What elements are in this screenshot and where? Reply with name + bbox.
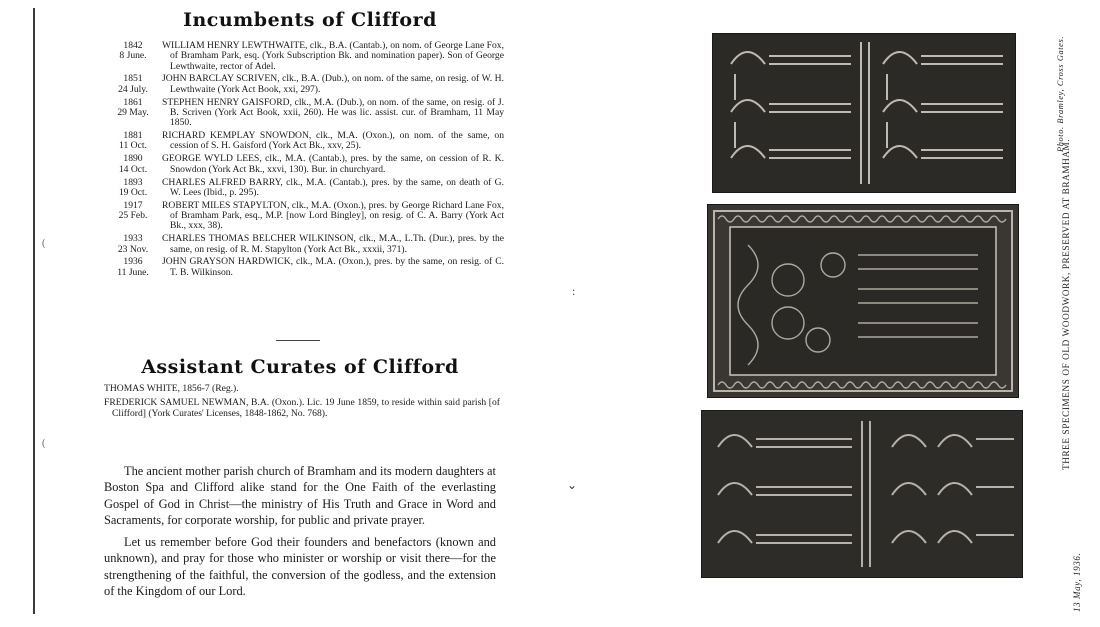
incumbent-year: 1851 [123, 73, 143, 85]
woodwork-carving-bottom [702, 411, 1022, 577]
curate-entry: FREDERICK SAMUEL NEWMAN, B.A. (Oxon.). Lic. 19 June 1859, to reside within said parish [of Clifford] (York Curates' Licenses, 1848-1862, No. 768). [104, 397, 500, 419]
incumbent-entry [104, 98, 504, 129]
incumbent-day: 11 June. [117, 266, 149, 278]
paragraph: Let us remember before God their founders and benefactors (known and unknown), and pray for those who minister or worship or visit there—for the strengthening of the faithful, the conversion of the godless, and the extension of the Kingdom of our Lord. [104, 535, 496, 599]
incumbent-year: 1842 [123, 40, 143, 51]
photo-date: 13 May, 1936. [1072, 552, 1082, 612]
incumbent-text: JOHN BARCLAY SCRIVEN, clk., B.A. (Dub.), on nom. of the same, on resig. of W. H. Lewthwaite (York Act Book, xxi, 297). [162, 73, 504, 95]
incumbent-entry [104, 74, 504, 95]
incumbent-year: 1917 [123, 199, 143, 211]
incumbent-text: ROBERT MILES STAPYLTON, clk., M.A. (Oxon.), pres. by George Richard Lane Fox, of Bramham Park, esq., M.P. [now Lord Bingley], on resig. of C. A. Barry (York Act Bk., xxx, 38). [162, 199, 504, 232]
incumbent-text: STEPHEN HENRY GAISFORD, clk., M.A. (Dub.), on nom. of the same, on resig. of J. B. Scriven (York Act Book, xxii, 260). He was lic. assist. cur. of Bramham, 11 May 1850. [162, 96, 504, 129]
woodwork-carving-top [713, 34, 1015, 192]
incumbent-text: GEORGE WYLD LEES, clk., M.A. (Cantab.), pres. by the same, on cession of R. K. Snowdon (York Act Bk., xxvi, 130). Bur. in churchyard. [162, 153, 504, 175]
incumbent-date [104, 154, 162, 175]
incumbent-day: 14 Oct. [118, 163, 148, 175]
incumbent-day: 24 July. [118, 83, 148, 95]
margin-bracket-mark: ( [42, 238, 46, 249]
incumbent-day: 19 Oct. [118, 186, 148, 198]
incumbent-year: 1890 [123, 153, 143, 165]
incumbent-date [104, 131, 162, 152]
incumbent-entry [104, 257, 504, 278]
incumbent-entry [104, 41, 504, 72]
photo-caption-main: THREE SPECIMENS OF OLD WOODWORK, PRESERVED AT BRAMHAM. [1061, 138, 1071, 470]
incumbent-year: 1936 [123, 256, 143, 268]
woodwork-panel-top [713, 34, 1015, 192]
woodwork-carving-middle [708, 205, 1018, 397]
dedication-text [104, 463, 496, 605]
gutter-mark: : [572, 284, 576, 298]
photo-credit: Photo. Bramley, Cross Gates. [1056, 35, 1065, 152]
incumbent-date [104, 178, 162, 199]
incumbent-text: JOHN GRAYSON HARDWICK, clk., M.A. (Oxon.), pres. by the same, on resig. of C. T. B. Wilkinson. [162, 256, 504, 278]
incumbent-day: 25 Feb. [118, 210, 148, 222]
right-page [560, 0, 1100, 627]
curate-entry: THOMAS WHITE, 1856-7 (Reg.). [104, 383, 239, 394]
incumbent-text: WILLIAM HENRY LEWTHWAITE, clk., B.A. (Cantab.), on nom. of George Lane Fox, of Bramham Park, esq. (York Subscription Bk. and nomination paper). Son of George Lewthwaite, rector of Adel. [162, 40, 504, 72]
woodwork-panel-bottom [702, 411, 1022, 577]
incumbent-text: CHARLES ALFRED BARRY, clk., M.A. (Cantab.), pres. by the same, on death of G. W. Lees (Ibid., p. 295). [162, 176, 504, 198]
incumbent-date [104, 74, 162, 95]
incumbent-day: 29 May. [117, 106, 149, 118]
incumbent-date [104, 98, 162, 129]
incumbent-text: CHARLES THOMAS BELCHER WILKINSON, clk., M.A., L.Th. (Dur.), pres. by the same, on resig. of R. M. Stapylton (York Act Bk., xxxii, 371). [162, 233, 504, 255]
incumbent-day: 11 Oct. [119, 140, 147, 152]
incumbent-date [104, 41, 162, 72]
incumbents-list [104, 41, 504, 281]
incumbent-day: 23 Nov. [117, 243, 149, 255]
incumbent-entry [104, 201, 504, 232]
incumbent-year: 1933 [123, 233, 143, 245]
woodwork-panel-middle [708, 205, 1018, 397]
incumbent-entry [104, 178, 504, 199]
incumbent-day: 8 June. [119, 50, 147, 62]
incumbent-date [104, 234, 162, 255]
incumbent-entry [104, 234, 504, 255]
section-divider [276, 340, 320, 341]
paragraph: The ancient mother parish church of Bramham and its modern daughters at Boston Spa and Clifford alike stand for the One Faith of the everlasting Gospel of God in Christ—the ministry of His Truth and Grace in Word and Sacraments, for corporate worship, for public and private prayer. [104, 464, 496, 527]
curates-list [104, 384, 500, 423]
incumbent-year: 1861 [123, 96, 143, 108]
gutter-mark: ⌄ [567, 478, 578, 492]
incumbent-date [104, 201, 162, 232]
page-edge-line [33, 8, 35, 614]
margin-bracket-mark: ( [42, 438, 46, 449]
incumbent-entry [104, 154, 504, 175]
incumbent-year: 1893 [123, 176, 143, 188]
incumbent-year: 1881 [123, 130, 143, 142]
curates-heading: Assistant Curates of Clifford [141, 356, 459, 378]
incumbent-text: RICHARD KEMPLAY SNOWDON, clk., M.A. (Oxon.), on nom. of the same, on cession of S. H. Gaisford (York Act Bk., xxv, 25). [162, 130, 504, 152]
incumbents-heading: Incumbents of Clifford [183, 9, 437, 31]
incumbent-date [104, 257, 162, 278]
incumbent-entry [104, 131, 504, 152]
photo-caption [1056, 0, 1082, 627]
